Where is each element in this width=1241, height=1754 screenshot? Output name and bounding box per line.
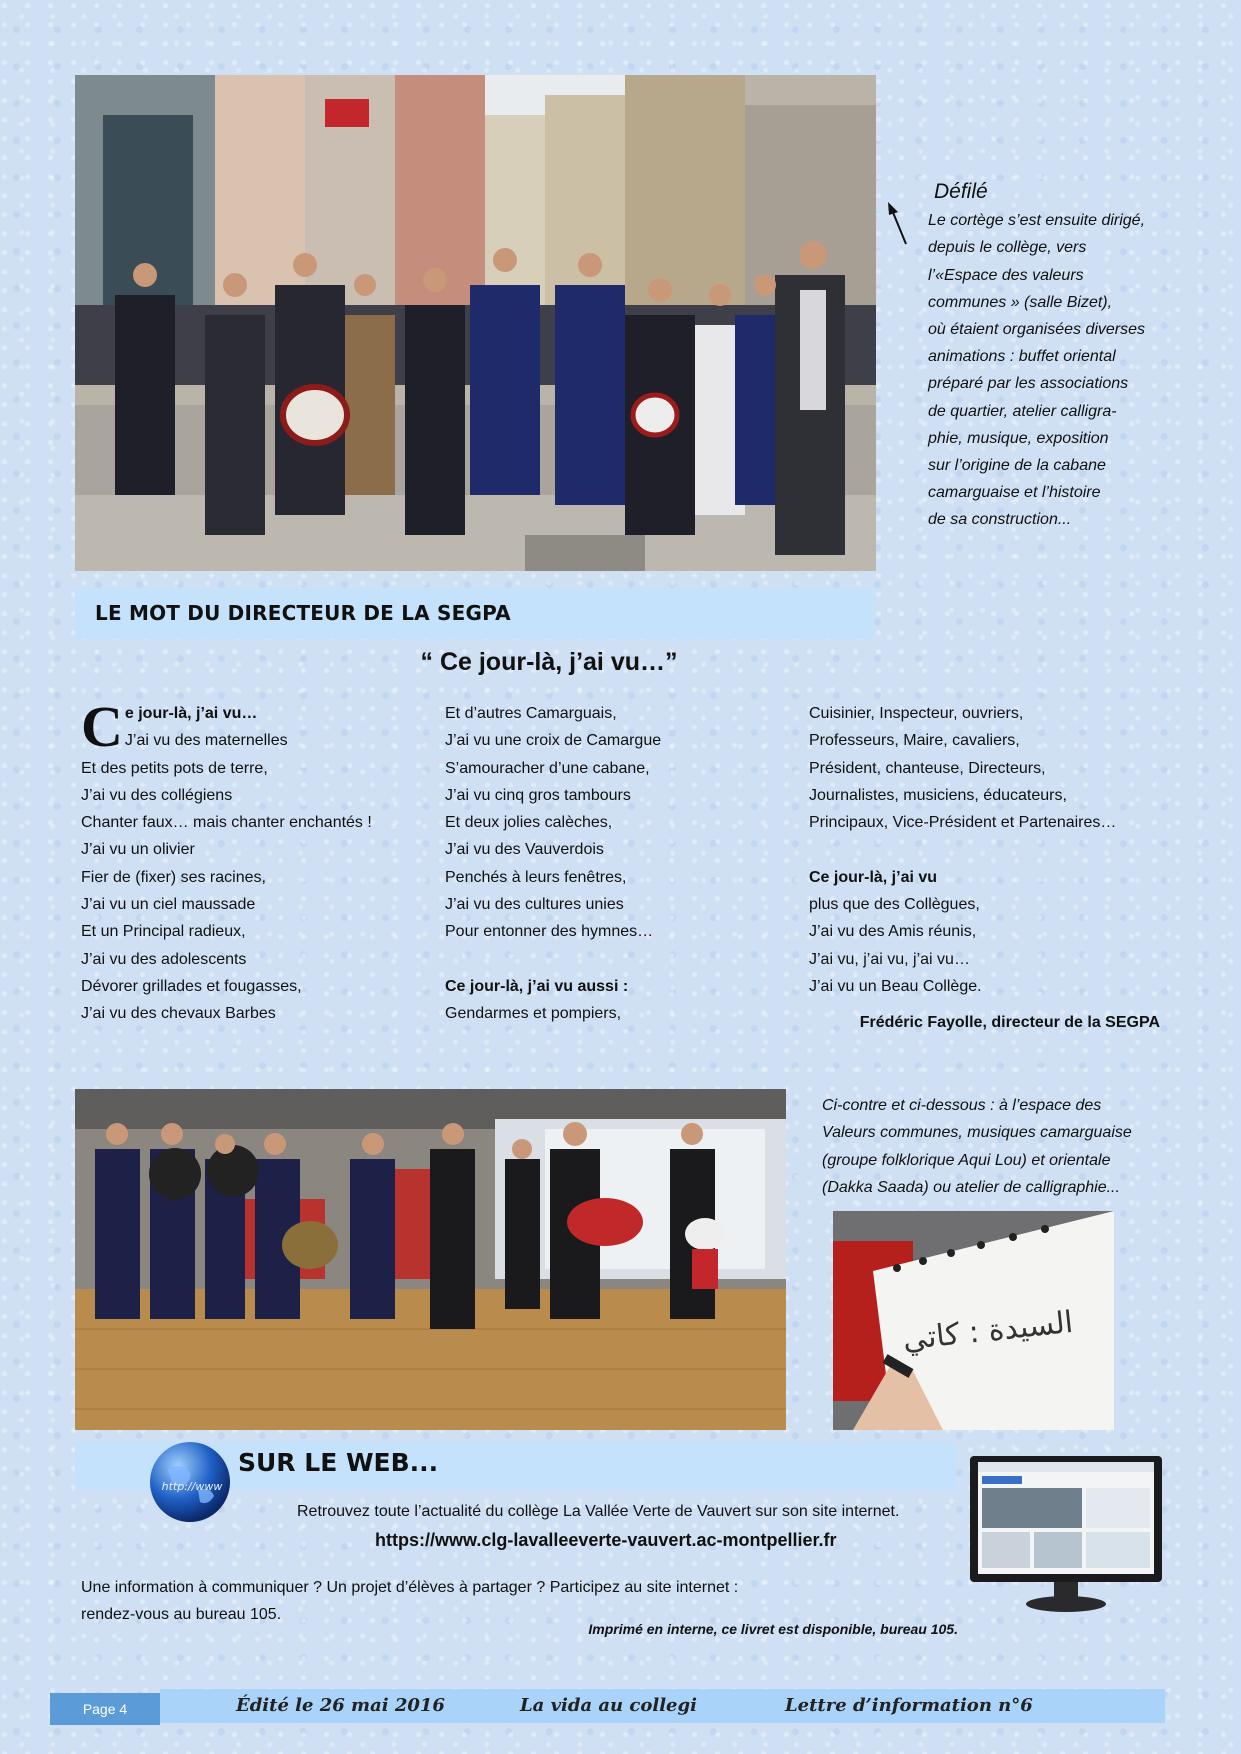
poem-line: J’ai vu des Amis réunis, <box>809 923 977 941</box>
poem-line: Et des petits pots de terre, <box>81 759 268 777</box>
music-caption-line: (Dakka Saada) ou atelier de calligraphie... <box>822 1179 1120 1197</box>
info-line: Une information à communiquer ? Un projet d’élèves à partager ? Participez au site internet : <box>81 1579 739 1596</box>
info-paragraph <box>81 1574 841 1628</box>
drop-cap: C <box>81 694 123 759</box>
poem-signature: Frédéric Fayolle, directeur de la SEGPA <box>859 1014 1160 1031</box>
poem-line: J’ai vu un ciel maussade <box>81 896 256 914</box>
music-caption-line: Ci-contre et ci-dessous : à l’espace des <box>822 1097 1102 1114</box>
section-title: LE MOT DU DIRECTEUR DE LA SEGPA <box>95 601 511 625</box>
music-caption-line: (groupe folklorique Aqui Lou) et orientale <box>822 1151 1111 1169</box>
defile-caption-line: préparé par les associations <box>928 375 1129 393</box>
web-section-title: SUR LE WEB... <box>238 1448 439 1477</box>
globe-label: http://www <box>161 1480 223 1493</box>
poem-line: J’ai vu des adolescents <box>81 950 247 968</box>
music-caption <box>822 1092 1162 1202</box>
poem-line: J’ai vu des chevaux Barbes <box>81 1005 276 1023</box>
defile-caption-line: camarguaise et l’histoire <box>928 484 1101 502</box>
poem-line: Et deux jolies calèches, <box>445 814 613 832</box>
defile-caption-line: communes » (salle Bizet), <box>928 293 1113 311</box>
poem-line: Ce jour-là, j’ai vu aussi : <box>445 977 629 995</box>
calligraphy-photo <box>833 1211 1114 1430</box>
poem-line: J’ai vu des collégiens <box>81 786 233 804</box>
poem-line: Journalistes, musiciens, éducateurs, <box>809 786 1067 804</box>
poem-line: J’ai vu des Vauverdois <box>445 841 604 859</box>
defile-caption-line: l’«Espace des valeurs <box>928 266 1084 284</box>
info-line: rendez-vous au bureau 105. <box>81 1606 282 1623</box>
defile-caption-line: animations : buffet oriental <box>928 348 1116 366</box>
poem-line: J’ai vu, j’ai vu, j’ai vu… <box>809 950 970 968</box>
poem-line: Chanter faux… mais chanter enchantés ! <box>81 814 372 832</box>
defile-caption-line: de quartier, atelier calligra- <box>928 402 1117 420</box>
defile-caption-line: phie, musique, exposition <box>928 429 1109 447</box>
poem-line: Principaux, Vice-Président et Partenaires… <box>809 814 1117 832</box>
poem-line: Président, chanteuse, Directeurs, <box>809 759 1046 777</box>
web-description: Retrouvez toute l’actualité du collège La Vallée Verte de Vauvert sur son site internet. <box>297 1503 900 1520</box>
poem-line: Penchés à leurs fenêtres, <box>445 868 627 886</box>
poem-line: Pour entonner des hymnes… <box>445 923 654 941</box>
poem-line: Ce jour-là, j’ai vu <box>809 868 938 886</box>
footer-publication-title: La vida au collegi <box>520 1695 697 1716</box>
music-caption-line: Valeurs communes, musiques camarguaise <box>822 1124 1132 1142</box>
poem-line: Gendarmes et pompiers, <box>445 1005 622 1023</box>
poem-line: Cuisinier, Inspecteur, ouvriers, <box>809 705 1024 722</box>
page-number: Page 4 <box>50 1693 160 1725</box>
defile-caption-line: depuis le collège, vers <box>928 239 1087 257</box>
poem-line: Professeurs, Maire, cavaliers, <box>809 732 1020 750</box>
poem-line: plus que des Collègues, <box>809 896 980 914</box>
poem-line: J’ai vu des maternelles <box>124 732 288 750</box>
globe-icon <box>148 1440 232 1524</box>
defile-caption-title: Défilé <box>934 180 988 203</box>
poem-line: Dévorer grillades et fougasses, <box>81 977 302 995</box>
monitor-icon <box>968 1454 1164 1614</box>
footer-edition-date: Édité le 26 mai 2016 <box>236 1695 445 1716</box>
poem-line: J’ai vu cinq gros tambours <box>445 786 631 804</box>
arrow-icon <box>884 200 914 248</box>
calligraphy-text: السيدة : كاتي <box>901 1304 1075 1358</box>
poem-line: Et d’autres Camarguais, <box>445 705 617 722</box>
poem-line: J’ai vu une croix de Camargue <box>445 732 662 750</box>
poem-column-2 <box>445 700 785 1028</box>
poem-line: e jour-là, j’ai vu… <box>124 705 258 722</box>
website-link[interactable]: https://www.clg-lavalleeverte-vauvert.ac-montpellier.fr <box>375 1530 837 1550</box>
defile-caption-line: de sa construction... <box>928 511 1072 529</box>
defile-caption <box>928 178 1228 534</box>
poem-line: J’ai vu des cultures unies <box>445 896 624 914</box>
footer-issue-number: Lettre d’information n°6 <box>785 1695 1033 1716</box>
poem-line: J’ai vu un Beau Collège. <box>809 977 982 995</box>
print-note: Imprimé en interne, ce livret est disponible, bureau 105. <box>588 1621 958 1637</box>
poem-line: Fier de (fixer) ses racines, <box>81 868 266 886</box>
poem-line: J’ai vu un olivier <box>81 841 195 859</box>
poem-column-1 <box>81 694 421 1028</box>
defile-caption-line: Le cortège s’est ensuite dirigé, <box>928 212 1146 230</box>
poem-title: “ Ce jour-là, j’ai vu…” <box>420 648 678 676</box>
defile-caption-line: sur l’origine de la cabane <box>928 457 1106 475</box>
poem-column-3 <box>809 700 1189 1000</box>
musicians-photo <box>75 1089 786 1430</box>
poem-line: S’amouracher d’une cabane, <box>445 759 650 777</box>
procession-photo <box>75 75 876 571</box>
section-header <box>75 589 873 639</box>
defile-caption-line: où étaient organisées diverses <box>928 321 1146 339</box>
poem-line: Et un Principal radieux, <box>81 923 246 941</box>
